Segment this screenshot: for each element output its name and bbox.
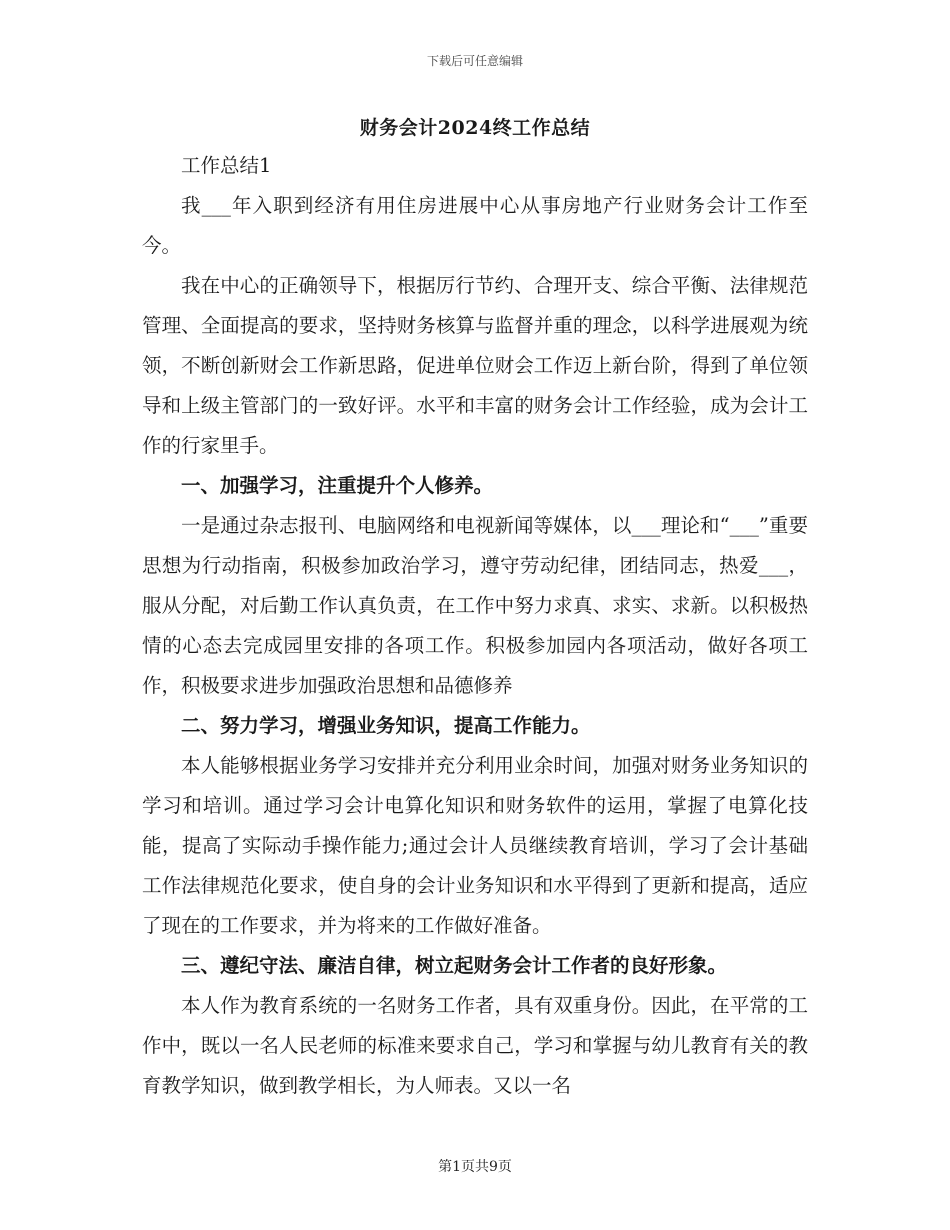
paragraph: 本人作为教育系统的一名财务工作者，具有双重身份。因此，在平常的工作中，既以一名人民老师的标准来要求自己，学习和掌握与幼儿教育有关的教育教学知识，做到教学相长，为人师表。又以一名 bbox=[142, 994, 808, 1097]
paragraph: 我___年入职到经济有用住房进展中心从事房地产行业财务会计工作至今。 bbox=[142, 194, 808, 257]
paragraph: 一是通过杂志报刊、电脑网络和电视新闻等媒体，以___理论和“___”重要思想为行动指南，积极参加政治学习，遵守劳动纪律，团结同志，热爱___，服从分配，对后勤工作认真负责，在工作中努力求真、求实、求新。以积极热情的心态去完成园里安排的各项工作。积极参加园内各项活动，做好各项工作，积极要求进步加强政治思想和品德修养 bbox=[142, 514, 808, 697]
document-body bbox=[142, 146, 808, 1106]
section-heading: 三、遵纪守法、廉洁自律，树立起财务会计工作者的良好形象。 bbox=[181, 954, 728, 977]
page-footer: 第1页共9页 bbox=[438, 1159, 512, 1175]
paragraph: 本人能够根据业务学习安排并充分利用业余时间，加强对财务业务知识的学习和培训。通过学习会计电算化知识和财务软件的运用，掌握了电算化技能，提高了实际动手操作能力;通过会计人员继续教育培训，学习了会计基础工作法律规范化要求，使自身的会计业务知识和水平得到了更新和提高，适应了现在的工作要求，并为将来的工作做好准备。 bbox=[142, 754, 808, 937]
paragraph-subtitle: 工作总结1 bbox=[181, 154, 272, 177]
section-heading: 二、努力学习，增强业务知识，提高工作能力。 bbox=[181, 714, 591, 737]
paragraph: 我在中心的正确领导下，根据厉行节约、合理开支、综合平衡、法律规范管理、全面提高的要求，坚持财务核算与监督并重的理念，以科学进展观为统领，不断创新财会工作新思路，促进单位财会工作迈上新台阶，得到了单位领导和上级主管部门的一致好评。水平和丰富的财务会计工作经验，成为会计工作的行家里手。 bbox=[142, 274, 808, 457]
section-heading: 一、加强学习，注重提升个人修养。 bbox=[181, 474, 494, 497]
page-header: 下载后可任意编辑 bbox=[426, 54, 523, 68]
document-title: 财务会计2024终工作总结 bbox=[359, 117, 591, 139]
